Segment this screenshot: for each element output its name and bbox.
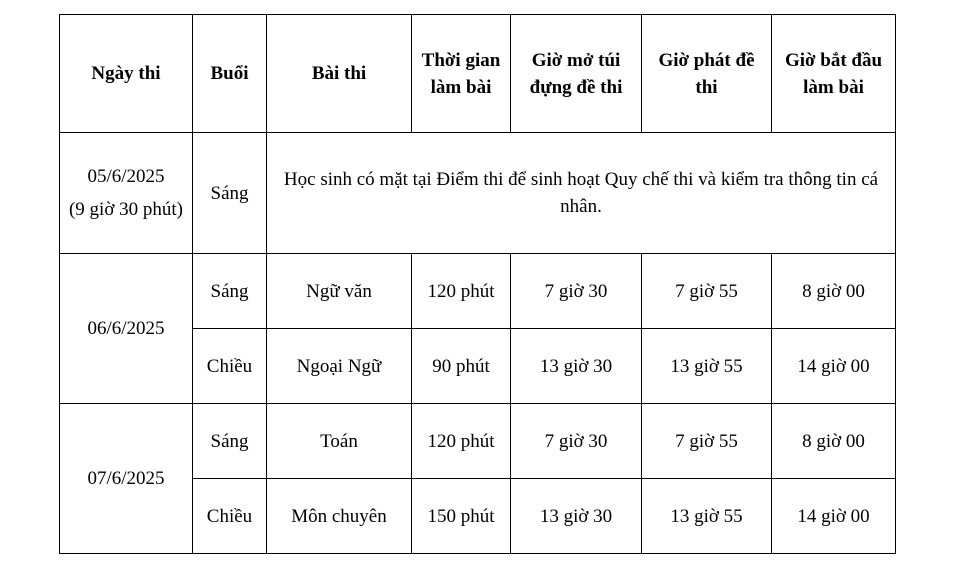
exam-subject-cell: Ngữ văn — [267, 254, 412, 329]
exam-schedule-table — [59, 14, 896, 554]
table-row — [60, 133, 896, 254]
header-exam-date: Ngày thi — [60, 15, 193, 133]
start-time-cell: 14 giờ 00 — [772, 479, 896, 554]
distribute-time-cell: 13 giờ 55 — [642, 329, 772, 404]
header-start-time: Giờ bắt đầu làm bài — [772, 15, 896, 133]
start-time-cell: 8 giờ 00 — [772, 404, 896, 479]
session-cell: Chiều — [193, 329, 267, 404]
open-envelope-time-cell: 13 giờ 30 — [511, 479, 642, 554]
header-duration: Thời gian làm bài — [412, 15, 511, 133]
session-cell: Sáng — [193, 133, 267, 254]
start-time-cell: 14 giờ 00 — [772, 329, 896, 404]
distribute-time-cell: 13 giờ 55 — [642, 479, 772, 554]
open-envelope-time-cell: 13 giờ 30 — [511, 329, 642, 404]
exam-date-cell: 06/6/2025 — [60, 254, 193, 404]
orientation-note: Học sinh có mặt tại Điểm thi để sinh hoạt Quy chế thi và kiểm tra thông tin cá nhân. — [267, 133, 896, 254]
distribute-time-cell: 7 giờ 55 — [642, 254, 772, 329]
header-open-envelope-time: Giờ mở túi đựng đề thi — [511, 15, 642, 133]
header-session: Buổi — [193, 15, 267, 133]
exam-subject-cell: Toán — [267, 404, 412, 479]
distribute-time-cell: 7 giờ 55 — [642, 404, 772, 479]
open-envelope-time-cell: 7 giờ 30 — [511, 254, 642, 329]
table-row — [60, 404, 896, 479]
duration-cell: 90 phút — [412, 329, 511, 404]
duration-cell: 120 phút — [412, 404, 511, 479]
exam-date-cell — [60, 133, 193, 254]
exam-date-cell: 07/6/2025 — [60, 404, 193, 554]
gathering-time: (9 giờ 30 phút) — [68, 199, 183, 220]
header-distribute-time: Giờ phát đề thi — [642, 15, 772, 133]
session-cell: Sáng — [193, 254, 267, 329]
open-envelope-time-cell: 7 giờ 30 — [511, 404, 642, 479]
exam-subject-cell: Môn chuyên — [267, 479, 412, 554]
session-cell: Chiều — [193, 479, 267, 554]
duration-cell: 120 phút — [412, 254, 511, 329]
table-row — [60, 254, 896, 329]
table-header-row — [60, 15, 896, 133]
duration-cell: 150 phút — [412, 479, 511, 554]
exam-subject-cell: Ngoại Ngữ — [267, 329, 412, 404]
session-cell: Sáng — [193, 404, 267, 479]
start-time-cell: 8 giờ 00 — [772, 254, 896, 329]
header-exam-subject: Bài thi — [267, 15, 412, 133]
exam-date: 05/6/2025 — [87, 166, 165, 187]
